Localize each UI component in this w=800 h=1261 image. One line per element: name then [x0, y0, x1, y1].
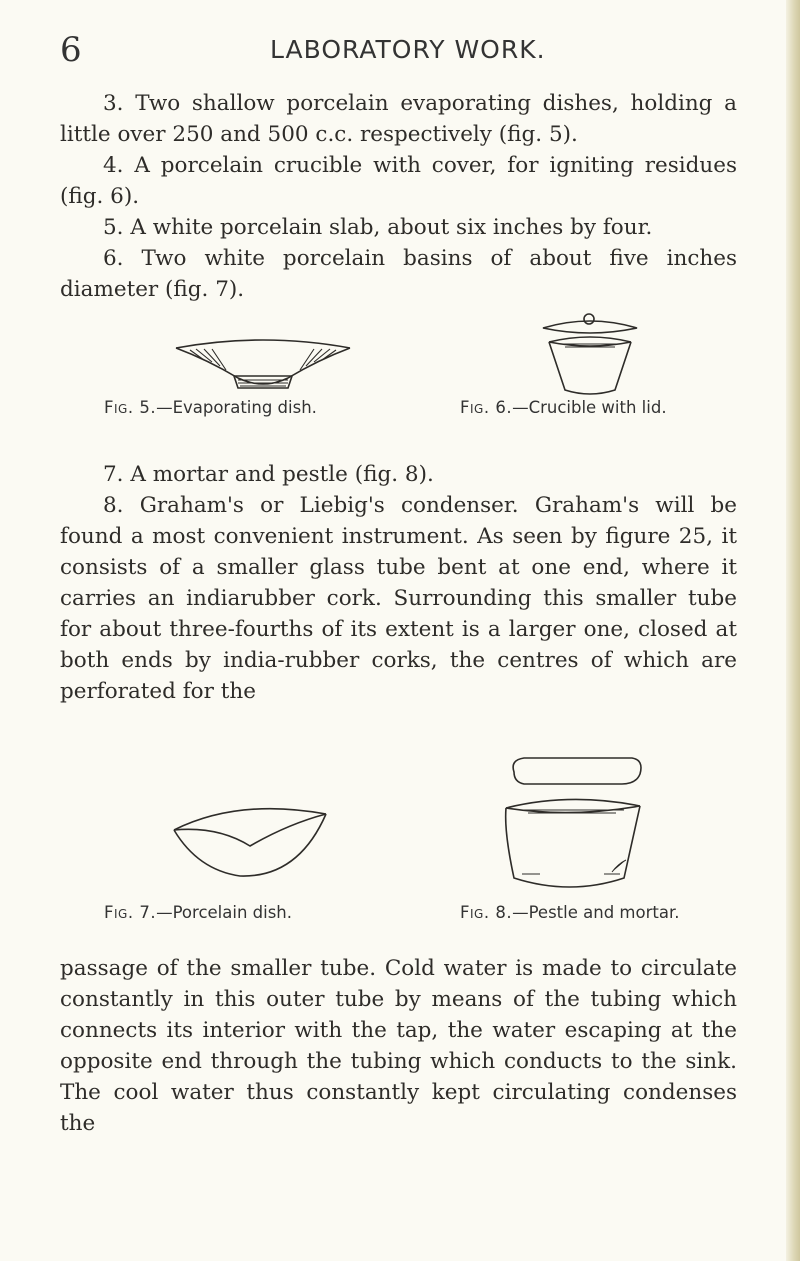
figure-5-label: Fig. 5.: [104, 398, 157, 417]
crucible-with-lid-illustration: [535, 308, 645, 403]
figure-6-caption: [460, 398, 667, 417]
page-header: [60, 30, 740, 70]
paragraph-item-6: 6. Two white porcelain basins of about five inches diameter (fig. 7).: [60, 246, 737, 302]
paragraph-continuation: passage of the smaller tube. Cold water is made to circulate constantly in this outer tube by means of the tubing which connects its interior with the tap, the water escaping at the opposite end through the tubing which conducts to the sink. The cool water thus constantly kept circulating condenses the: [60, 956, 737, 1136]
figure-8-caption: [460, 903, 679, 922]
figure-8-label: Fig. 8.: [460, 903, 513, 922]
pestle-and-mortar-illustration: [500, 752, 650, 894]
figure-6-label: Fig. 6.: [460, 398, 513, 417]
running-title: LABORATORY WORK.: [270, 35, 546, 64]
evaporating-dish-illustration: [168, 330, 358, 400]
paragraph-item-3: 3. Two shallow porcelain evaporating dishes, holding a little over 250 and 500 c.c. respectively (fig. 5).: [60, 91, 737, 147]
paragraph-item-8: 8. Graham's or Liebig's condenser. Graham's will be found a most convenient instrument. As seen by figure 25, it consists of a smaller glass tube bent at one end, where it carries an indiarubber cork. Surrounding this smaller tube for about three-fourths of its extent is a larger one, closed at both ends by india-rubber corks, the centres of which are perforated for the: [60, 493, 737, 704]
figure-8-text: —Pestle and mortar.: [512, 903, 680, 922]
paragraph-item-4: 4. A porcelain crucible with cover, for igniting residues (fig. 6).: [60, 153, 737, 209]
figure-5-caption: [104, 398, 317, 417]
paragraph-item-5: 5. A white porcelain slab, about six inches by four.: [103, 215, 653, 240]
figure-7-label: Fig. 7.: [104, 903, 157, 922]
figure-7-caption: [104, 903, 292, 922]
figure-5-text: —Evaporating dish.: [156, 398, 317, 417]
figure-6-text: —Crucible with lid.: [512, 398, 667, 417]
page-edge: [786, 0, 800, 1261]
figure-7-text: —Porcelain dish.: [156, 903, 293, 922]
page-number: 6: [60, 30, 82, 70]
porcelain-dish-illustration: [168, 790, 333, 885]
paragraph-item-7: 7. A mortar and pestle (fig. 8).: [103, 462, 434, 487]
